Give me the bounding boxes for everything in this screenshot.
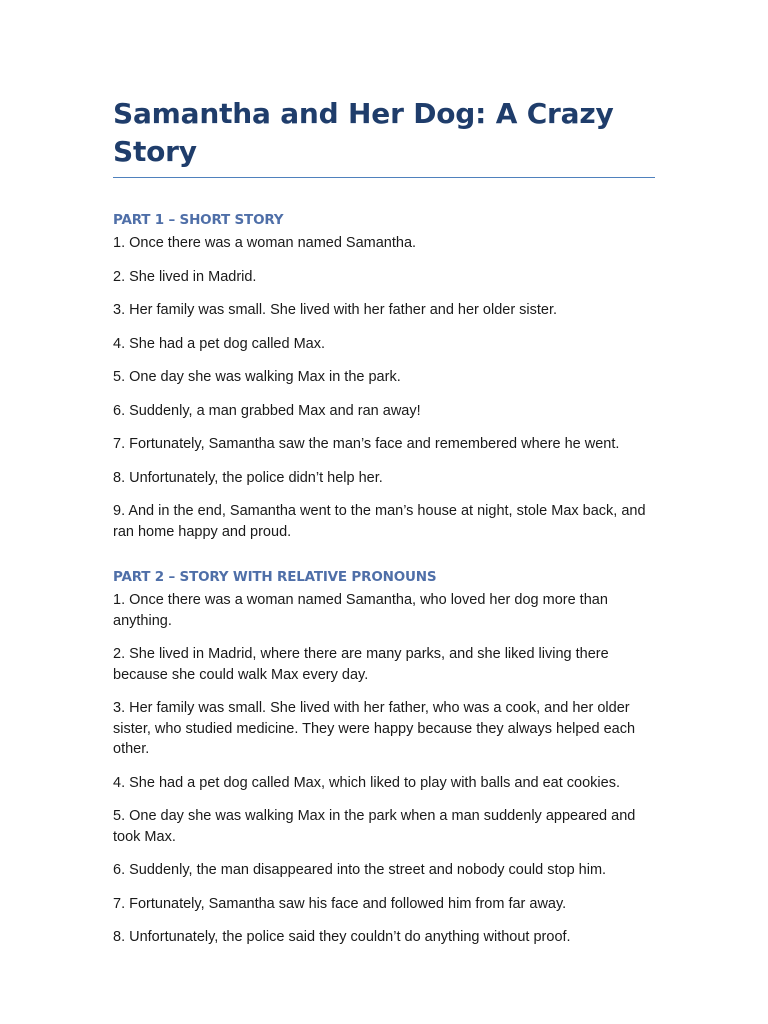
list-item: 7. Fortunately, Samantha saw his face and followed him from far away. bbox=[113, 895, 567, 912]
list-item: 5. One day she was walking Max in the park when a man suddenly appeared and took Max. bbox=[113, 808, 636, 845]
list-item: 3. Her family was small. She lived with her father and her older sister. bbox=[113, 302, 558, 318]
part1-list bbox=[113, 233, 655, 542]
list-item: 5. One day she was walking Max in the park. bbox=[113, 369, 401, 385]
list-item: 1. Once there was a woman named Samantha. bbox=[113, 235, 417, 251]
document-title: Samantha and Her Dog: A Crazy Story bbox=[113, 95, 655, 178]
part1-heading: PART 1 – SHORT STORY bbox=[113, 212, 284, 228]
list-item: 2. She lived in Madrid. bbox=[113, 268, 257, 285]
list-item: 2. She lived in Madrid, where there are many parks, and she liked living there because she could walk Max every day. bbox=[113, 646, 609, 683]
list-item: 4. She had a pet dog called Max, which liked to play with balls and eat cookies. bbox=[113, 774, 620, 791]
list-item: 6. Suddenly, the man disappeared into the street and nobody could stop him. bbox=[113, 862, 607, 878]
part2-list bbox=[113, 590, 655, 948]
list-item: 3. Her family was small. She lived with her father, who was a cook, and her older sister, who studied medicine. They were happy because they always helped each other. bbox=[113, 700, 636, 757]
list-item: 4. She had a pet dog called Max. bbox=[113, 335, 326, 352]
list-item: 7. Fortunately, Samantha saw the man’s face and remembered where he went. bbox=[113, 436, 620, 452]
document-body bbox=[113, 95, 655, 961]
list-item: 1. Once there was a woman named Samantha, who loved her dog more than anything. bbox=[113, 592, 608, 629]
part2-heading: PART 2 – STORY WITH RELATIVE PRONOUNS bbox=[113, 569, 437, 585]
list-item: 9. And in the end, Samantha went to the man’s house at night, stole Max back, and ran home happy and proud. bbox=[113, 503, 646, 540]
list-item: 6. Suddenly, a man grabbed Max and ran away! bbox=[113, 402, 421, 419]
list-item: 8. Unfortunately, the police said they couldn’t do anything without proof. bbox=[113, 929, 571, 945]
list-item: 8. Unfortunately, the police didn’t help her. bbox=[113, 469, 383, 486]
